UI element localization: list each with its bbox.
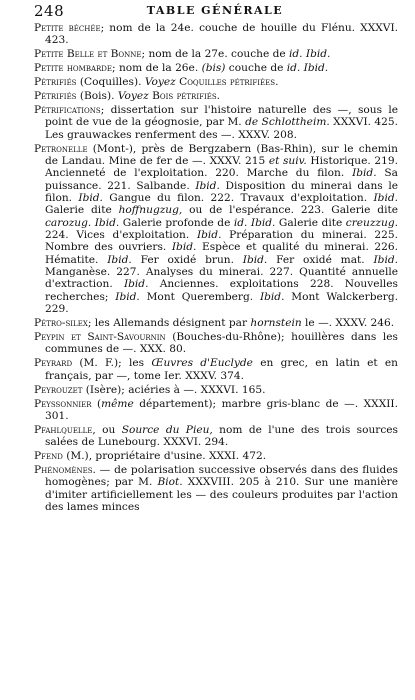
entry-headword: Peypin et Saint-Savournin: [34, 331, 166, 343]
entry-text: en grec, en latin et en français, par —, tome Ier. XXXV. 374.: [45, 357, 398, 382]
entry-text: Espèce et qualité du minerai. 226. Hématite.: [45, 241, 398, 266]
entry-text: nom de l'une des trois sources salées de Lunebourg. XXXVI. 294.: [45, 423, 398, 449]
entry-headword: Peyssonnier: [34, 397, 92, 410]
entry-italic-text: même: [101, 397, 134, 410]
entry-text: département); marbre gris-blanc de —. XXXII. 301.: [45, 397, 398, 422]
entry-text: ; les Allemands désignent par: [87, 317, 251, 330]
entry-italic-text: carozug. Ibid.: [45, 216, 120, 229]
entry-italic-text: Ibid.: [171, 241, 197, 254]
index-entry: [34, 331, 398, 356]
entry-italic-text: hoffnugzug,: [118, 204, 183, 217]
entry-text: 224. Vices d'exploitation.: [45, 229, 197, 242]
index-entry: [34, 48, 398, 60]
entry-italic-text: id. Ibid.: [289, 48, 331, 61]
entry-italic-text: Ibid.: [196, 229, 222, 242]
index-entry: [34, 104, 398, 141]
entry-italic-text: Voyez: [144, 76, 176, 89]
entry-text: ou de l'espérance. 223. Galerie dite: [182, 204, 398, 217]
entry-text: ; nom de la 26e.: [112, 62, 202, 75]
index-entry: [34, 22, 398, 47]
entry-headword: Coquilles pétrifiées.: [175, 76, 279, 89]
entry-italic-text: Œuvres d'Euclyde: [151, 357, 253, 370]
entry-headword: Pétrifiés: [34, 90, 77, 103]
entry-text: (Bouches-du-Rhône); houillères dans les communes de —. XXX. 80.: [45, 331, 398, 356]
entry-text: Sa puissance. 221. Salbande.: [45, 167, 398, 192]
entry-text: Mont Queremberg.: [139, 290, 260, 303]
entry-text: Fer oxidé mat.: [267, 253, 374, 266]
entry-text: (M. F.); les: [72, 357, 152, 370]
entry-text: Galerie profonde de: [119, 216, 234, 229]
entry-headword: Pfahlquelle: [34, 423, 93, 436]
index-entry: [34, 384, 398, 396]
entry-text: le —. XXXV. 246.: [301, 317, 395, 330]
entry-italic-text: Ibid.: [123, 278, 149, 291]
entry-text: Disposition du minerai dans le filon.: [45, 179, 398, 205]
entry-italic-text: hornstein: [250, 317, 302, 330]
index-entry: [34, 317, 398, 329]
index-entry: [34, 424, 398, 449]
index-entry: [34, 398, 398, 423]
entry-italic-text: Ibid.: [78, 192, 103, 205]
entry-text: Historique. 219. Ancienneté de l'exploitation. 220. Marche du filon.: [45, 155, 398, 180]
index-entry: [34, 464, 398, 513]
entry-text: ; nom de la 27e. couche de: [141, 48, 290, 61]
entry-italic-text: Ibid.: [352, 167, 377, 180]
page-number: 248: [34, 2, 65, 20]
entry-headword: Bois pétrifiés.: [148, 90, 220, 103]
entry-headword: Petite hombarde: [34, 62, 113, 75]
entry-text: Manganèse. 227. Analyses du minerai. 227. Quantité annuelle d'extraction.: [45, 266, 398, 291]
entry-text: ; dissertation sur l'histoire naturelle des —, sous le point de vue de la géognosie, par M.: [45, 104, 398, 129]
index-entry: [34, 76, 398, 88]
entry-italic-text: Ibid.: [195, 179, 220, 192]
entry-italic-text: id. Ibid.: [286, 62, 329, 75]
entry-headword: Phénomènes: [34, 464, 93, 476]
entry-italic-text: id. Ibid.: [233, 216, 276, 229]
entry-italic-text: Ibid.: [115, 290, 140, 303]
entry-italic-text: Ibid.: [242, 253, 268, 266]
entry-italic-text: de Schlottheim.: [245, 116, 330, 129]
entry-text: Galerie dite: [275, 216, 346, 229]
index-entry: [34, 90, 398, 102]
entry-headword: Petite Belle et Bonne: [34, 48, 142, 61]
entry-italic-text: Ibid.: [373, 192, 398, 205]
entry-headword: Pétrifications: [34, 104, 101, 117]
entry-headword: Petronelle: [34, 142, 88, 155]
entry-text: XXXVIII. 205 à 210. Sur une manière d'imiter artificiellement les — des couleurs produites par l'action des lames minces: [45, 476, 398, 514]
index-entry: [34, 143, 398, 316]
entry-italic-text: Ibid.: [107, 253, 132, 266]
entry-headword: Pfend: [34, 450, 63, 463]
entry-text: (Isère); aciéries à —. XXXVI. 165.: [82, 383, 266, 396]
entry-headword: Peyrard: [34, 357, 73, 370]
entry-text: . — de polarisation successive observés dans des fluides homogènes; par M.: [45, 464, 398, 489]
entry-italic-text: (bis): [201, 62, 226, 75]
entry-italic-text: Source du Pieu,: [121, 423, 213, 436]
entry-headword: Peyrouzet: [34, 383, 83, 396]
entry-italic-text: et suiv.: [268, 155, 307, 167]
entry-text: (Mont-), près de Bergzabern (Bas-Rhin), sur le chemin de Landau. Mine de fer de —. XXXV. 215: [45, 142, 398, 167]
index-entries: [34, 22, 398, 515]
entry-text: (: [91, 397, 102, 410]
entry-text: XXXVI. 425. Les grauwackes renferment des —. XXXV. 208.: [45, 116, 398, 141]
entry-italic-text: Ibid.: [259, 290, 285, 303]
entry-headword: Petite béchée: [34, 22, 101, 34]
entry-text: , ou: [92, 423, 122, 436]
index-entry: [34, 62, 398, 74]
entry-text: (Coquilles).: [76, 76, 145, 89]
entry-text: ; nom de la 24e. couche de houille du Flénu. XXXVI. 423.: [45, 22, 398, 47]
entry-text: Galerie dite: [45, 204, 119, 217]
entry-headword: Pétrifiés: [34, 76, 77, 89]
entry-italic-text: Ibid.: [373, 253, 398, 266]
entry-text: Préparation du minerai. 225. Nombre des ouvriers.: [45, 229, 399, 254]
entry-text: Gangue du filon. 222. Travaux d'exploitation.: [102, 192, 374, 205]
entry-text: Fer oxidé brun.: [131, 253, 243, 266]
entry-italic-text: Biot.: [157, 476, 183, 489]
page-header: [30, 2, 400, 20]
entry-text: couche de: [225, 62, 287, 75]
entry-text: (M.), propriétaire d'usine. XXXI. 472.: [62, 450, 267, 463]
entry-italic-text: creuzzug.: [345, 216, 398, 229]
entry-italic-text: Voyez: [117, 90, 149, 103]
entry-text: Mont Walckerberg. 229.: [45, 290, 398, 316]
entry-text: Anciennes. exploitations 228. Nouvelles recherches;: [45, 278, 398, 303]
running-head: TABLE GÉNÉRALE: [146, 4, 284, 17]
index-entry: [34, 450, 398, 462]
entry-headword: Pétro-silex: [34, 317, 88, 330]
entry-text: (Bois).: [76, 90, 118, 103]
index-entry: [34, 357, 398, 382]
